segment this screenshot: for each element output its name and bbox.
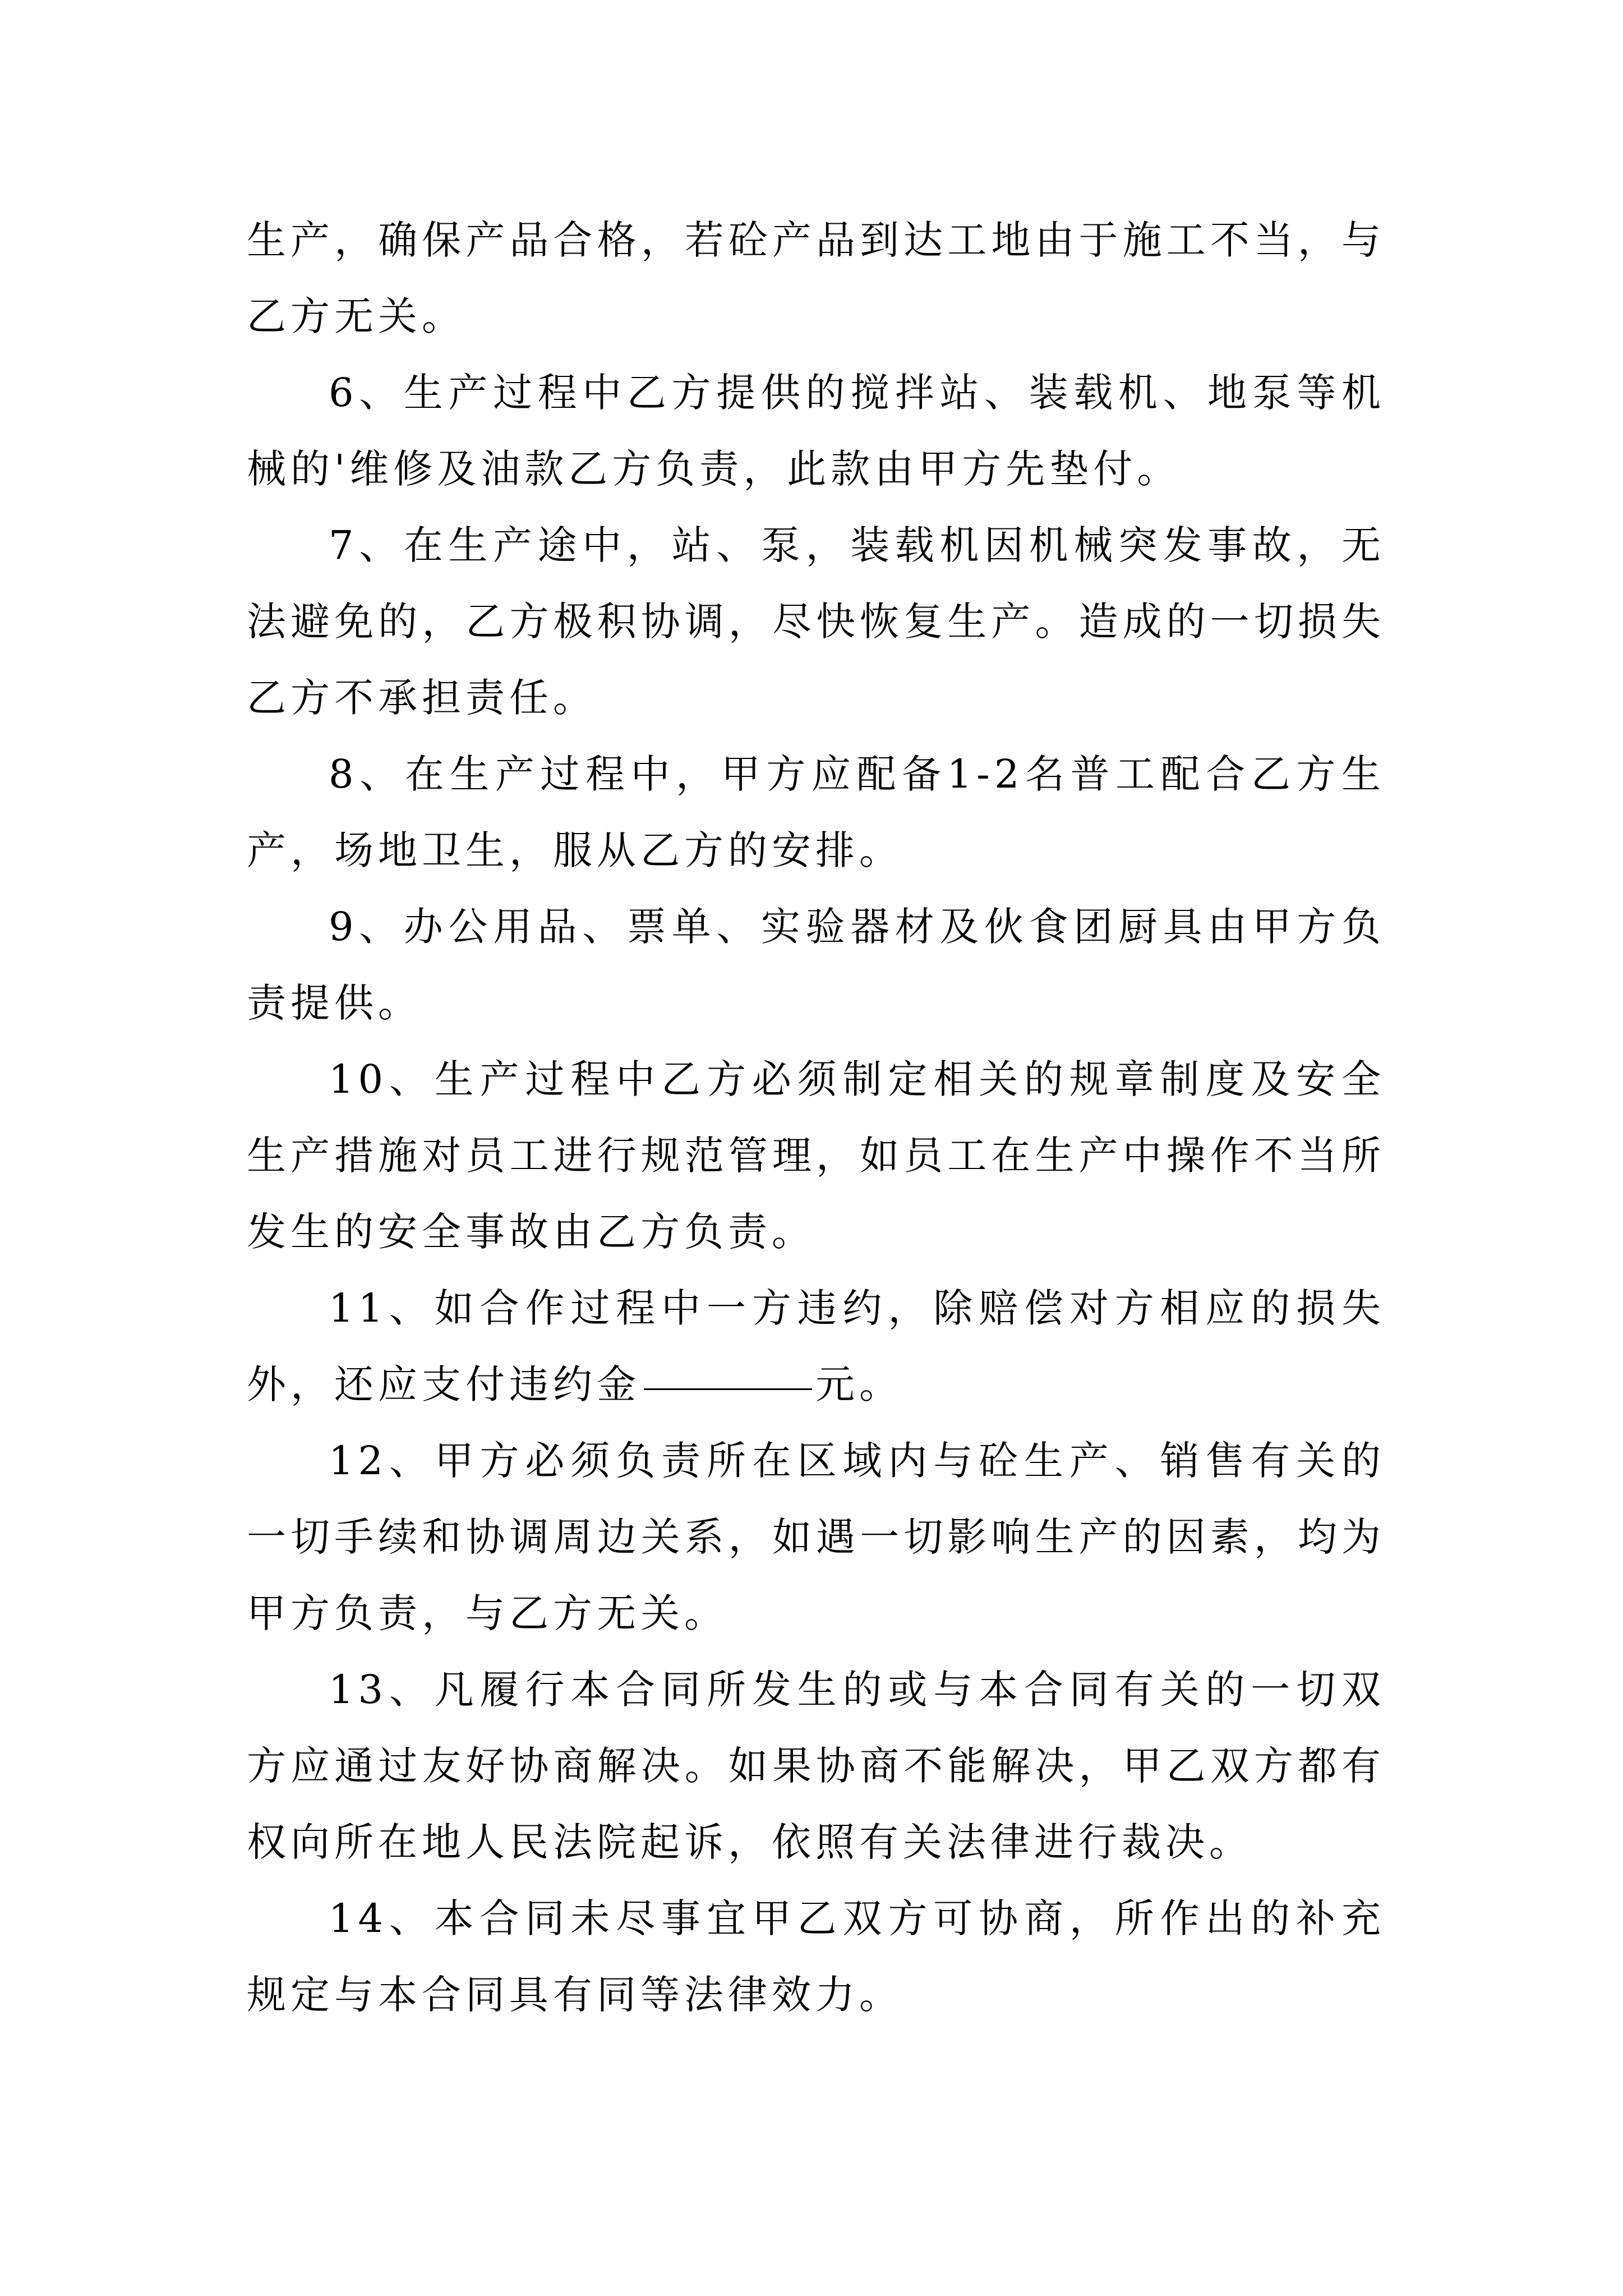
clause-6: 6、生产过程中乙方提供的搅拌站、装载机、地泵等机械的'维修及油款乙方负责，此款由甲方先垫付。 xyxy=(247,370,1385,492)
document-page xyxy=(247,202,1385,2033)
clause-11 xyxy=(247,1270,1385,1423)
clause-9: 9、办公用品、票单、实验器材及伙食团厨具由甲方负责提供。 xyxy=(247,904,1385,1026)
continuation-paragraph: 生产，确保产品合格，若砼产品到达工地由于施工不当，与乙方无关。 xyxy=(247,217,1385,339)
clause-11-text: 11、如合作过程中一方违约，除赔偿对方相应的损失外，还应支付违约金 xyxy=(247,1285,1385,1407)
penalty-amount-blank xyxy=(644,1388,812,1390)
clause-14: 14、本合同未尽事宜甲乙双方可协商，所作出的补充规定与本合同具有同等法律效力。 xyxy=(247,1895,1385,2018)
clause-13: 13、凡履行本合同所发生的或与本合同有关的一切双方应通过友好协商解决。如果协商不能解决，甲乙双方都有权向所在地人民法院起诉，依照有关法律进行裁决。 xyxy=(247,1667,1385,1865)
clause-7: 7、在生产途中，站、泵，装载机因机械突发事故，无法避免的，乙方极积协调，尽快恢复生产。造成的一切损失乙方不承担责任。 xyxy=(247,522,1385,721)
clause-10: 10、生产过程中乙方必须制定相关的规章制度及安全生产措施对员工进行规范管理，如员工在生产中操作不当所发生的安全事故由乙方负责。 xyxy=(247,1056,1385,1255)
clause-12: 12、甲方必须负责所在区域内与砼生产、销售有关的一切手续和协调周边关系，如遇一切影响生产的因素，均为甲方负责，与乙方无关。 xyxy=(247,1438,1385,1636)
clause-11-unit: 元。 xyxy=(815,1361,903,1407)
clause-8: 8、在生产过程中，甲方应配备1-2名普工配合乙方生产，场地卫生，服从乙方的安排。 xyxy=(247,751,1385,873)
